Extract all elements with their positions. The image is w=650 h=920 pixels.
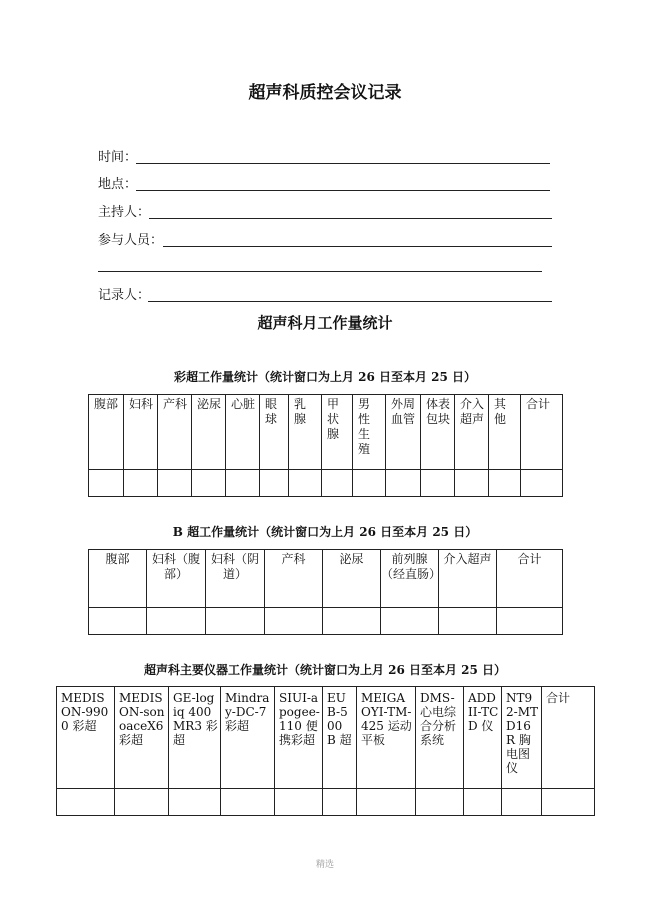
- time-label: 时间：: [98, 150, 138, 165]
- header-cell: 产科: [158, 395, 192, 470]
- header-cell: 妇科（阴道）: [206, 550, 265, 608]
- table-row: [89, 608, 563, 635]
- header-cell: 介入超声: [439, 550, 497, 608]
- table-cell[interactable]: [322, 470, 353, 497]
- host-field: [98, 201, 552, 223]
- table-cell[interactable]: [124, 470, 158, 497]
- place-field: [98, 173, 550, 195]
- participants-label: 参与人员：: [98, 233, 164, 248]
- table-cell[interactable]: [489, 470, 521, 497]
- header-cell: NT92-MTD16R 胸电图仪: [502, 687, 542, 789]
- table-cell[interactable]: [147, 608, 206, 635]
- header-cell: 心脏: [226, 395, 260, 470]
- table-cell[interactable]: [221, 789, 275, 816]
- table-cell[interactable]: [353, 470, 386, 497]
- table-header-row: [57, 687, 595, 789]
- device-workload-table: [56, 686, 595, 816]
- recorder-field: [98, 284, 552, 306]
- table-cell[interactable]: [502, 789, 542, 816]
- table-cell[interactable]: [521, 470, 563, 497]
- table-cell[interactable]: [57, 789, 115, 816]
- table-cell[interactable]: [89, 470, 124, 497]
- host-line: [149, 218, 552, 219]
- header-cell: 前列腺（经直肠）: [381, 550, 439, 608]
- header-cell: MEDISON-9900 彩超: [57, 687, 115, 789]
- place-label: 地点：: [98, 177, 138, 192]
- header-cell: Mindray-DC-7 彩超: [221, 687, 275, 789]
- device-table-caption: 超声科主要仪器工作量统计（统计窗口为上月 26 日至本月 25 日）: [143, 663, 507, 677]
- table-cell[interactable]: [497, 608, 563, 635]
- table-cell[interactable]: [206, 608, 265, 635]
- header-cell: GE-logiq 400MR3 彩超: [169, 687, 221, 789]
- table-header-row: [89, 550, 563, 608]
- table-cell[interactable]: [455, 470, 489, 497]
- table-cell[interactable]: [158, 470, 192, 497]
- participants-continuation: [98, 254, 542, 276]
- participants-line: [163, 246, 552, 247]
- host-label: 主持人：: [98, 205, 151, 220]
- table-cell[interactable]: [275, 789, 323, 816]
- header-cell: 泌尿: [192, 395, 226, 470]
- header-cell: 男性生殖: [353, 395, 386, 470]
- header-cell: DMS-心电综合分析系统: [416, 687, 464, 789]
- b-workload-table: [88, 549, 563, 635]
- header-cell: 产科: [265, 550, 323, 608]
- header-cell: 妇科: [124, 395, 158, 470]
- header-cell: 腹部: [89, 395, 124, 470]
- participants-line-2: [98, 271, 542, 272]
- table-cell[interactable]: [115, 789, 169, 816]
- place-line: [136, 190, 550, 191]
- table-cell[interactable]: [381, 608, 439, 635]
- header-cell: 妇科（腹部）: [147, 550, 206, 608]
- table-cell[interactable]: [416, 789, 464, 816]
- table-cell[interactable]: [89, 608, 147, 635]
- table-cell[interactable]: [357, 789, 416, 816]
- page-footer: 精选: [315, 860, 334, 870]
- table-cell[interactable]: [464, 789, 502, 816]
- table-row: [57, 789, 595, 816]
- header-cell: 乳腺: [289, 395, 322, 470]
- recorder-label: 记录人：: [98, 288, 151, 303]
- header-cell: MEDISON-sonoaceX6 彩超: [115, 687, 169, 789]
- b-table-caption: B 超工作量统计（统计窗口为上月 26 日至本月 25 日）: [172, 525, 478, 539]
- participants-field: [98, 229, 552, 251]
- recorder-line: [148, 301, 552, 302]
- color-workload-table: [88, 394, 563, 497]
- table-cell[interactable]: [439, 608, 497, 635]
- table-cell[interactable]: [169, 789, 221, 816]
- color-table-caption: 彩超工作量统计（统计窗口为上月 26 日至本月 25 日）: [173, 370, 477, 384]
- header-cell: 介入超声: [455, 395, 489, 470]
- page-title: 超声科质控会议记录: [248, 83, 402, 103]
- header-cell: 眼球: [260, 395, 289, 470]
- header-cell: 甲状腺: [322, 395, 353, 470]
- table-cell[interactable]: [192, 470, 226, 497]
- header-cell: EUB-500 B 超: [323, 687, 357, 789]
- table-cell[interactable]: [260, 470, 289, 497]
- header-cell: 泌尿: [323, 550, 381, 608]
- table-cell[interactable]: [265, 608, 323, 635]
- table-row: [89, 470, 563, 497]
- section-title: 超声科月工作量统计: [257, 314, 393, 332]
- header-cell: 其他: [489, 395, 521, 470]
- header-cell: ADDII-TCD 仪: [464, 687, 502, 789]
- header-cell: 合计: [521, 395, 563, 470]
- header-cell: 腹部: [89, 550, 147, 608]
- table-cell[interactable]: [386, 470, 421, 497]
- header-cell: SIUI-apogee-110 便携彩超: [275, 687, 323, 789]
- header-cell: 合计: [497, 550, 563, 608]
- table-cell[interactable]: [226, 470, 260, 497]
- time-line: [136, 163, 550, 164]
- header-cell: 合计: [542, 687, 595, 789]
- time-field: [98, 146, 550, 168]
- table-cell[interactable]: [323, 789, 357, 816]
- table-cell[interactable]: [289, 470, 322, 497]
- header-cell: 体表包块: [421, 395, 455, 470]
- table-cell[interactable]: [421, 470, 455, 497]
- header-cell: 外周血管: [386, 395, 421, 470]
- table-cell[interactable]: [542, 789, 595, 816]
- header-cell: MEIGAOYI-TM-425 运动平板: [357, 687, 416, 789]
- table-header-row: [89, 395, 563, 470]
- table-cell[interactable]: [323, 608, 381, 635]
